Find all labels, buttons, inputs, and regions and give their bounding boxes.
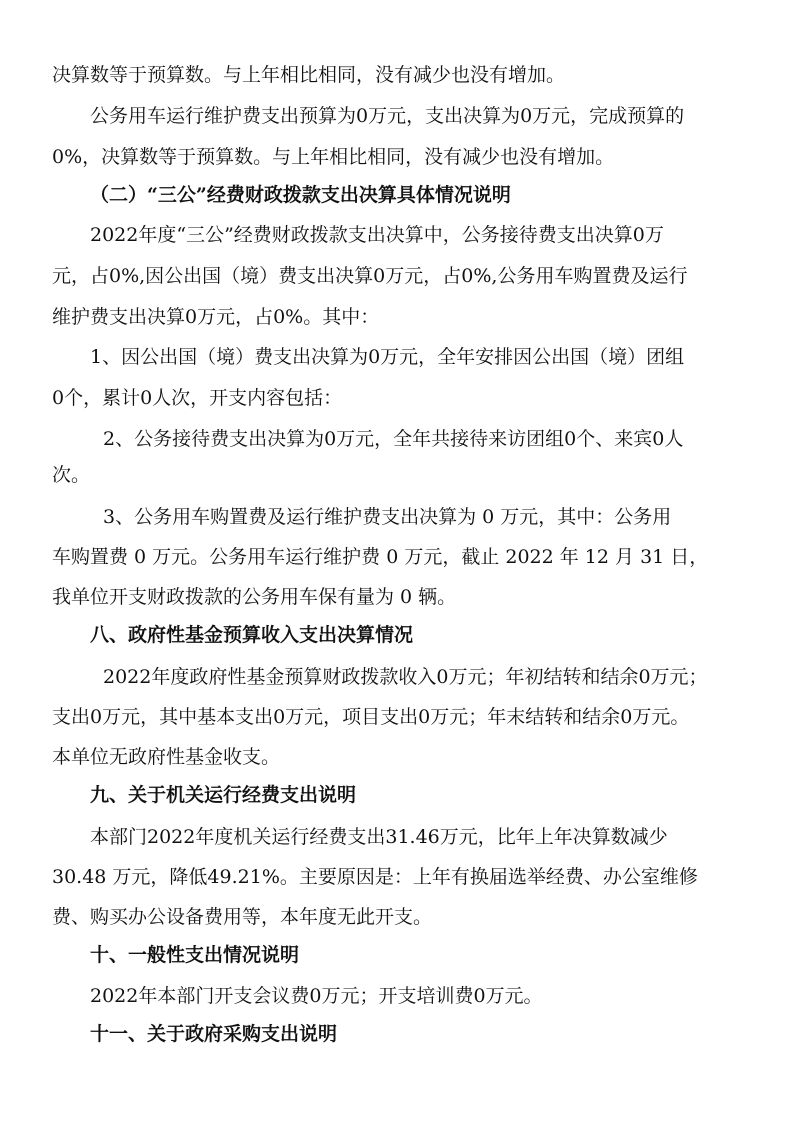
paragraph-line: 1、因公出国（境）费支出决算为0万元，全年安排因公出国（境）团组	[90, 346, 685, 368]
paragraph-line: 我单位开支财政拨款的公务用车保有量为 0 辆。	[52, 586, 457, 608]
paragraph-line: 30.48 万元，降低49.21%。主要原因是：上年有换届选举经费、办公室维修	[52, 866, 698, 888]
paragraph-line: 决算数等于预算数。与上年相比相同，没有减少也没有增加。	[52, 64, 566, 86]
paragraph-line: 0个，累计0人次，开支内容包括：	[52, 387, 343, 409]
section-heading: 八、政府性基金预算收入支出决算情况	[90, 624, 414, 646]
paragraph-line: 本部门2022年度机关运行经费支出31.46万元，比年上年决算数减少	[90, 826, 668, 848]
paragraph-line: 0%，决算数等于预算数。与上年相比相同，没有减少也没有增加。	[52, 146, 615, 168]
paragraph-line: 3、公务用车购置费及运行维护费支出决算为 0 万元，其中：公务用	[103, 506, 672, 528]
paragraph-line: 本单位无政府性基金收支。	[52, 746, 281, 768]
paragraph-line: 维护费支出决算0万元，占0%。其中：	[52, 306, 380, 328]
paragraph-line: 车购置费 0 万元。公务用车运行维护费 0 万元，截止 2022 年 12 月 31 日，	[52, 546, 709, 568]
section-heading: （二）“三公”经费财政拨款支出决算具体情况说明	[90, 184, 511, 206]
paragraph-line: 次。	[52, 464, 91, 486]
paragraph-line: 2、公务接待费支出决算为0万元，全年共接待来访团组0个、来宾0人	[103, 428, 684, 450]
section-heading: 十、一般性支出情况说明	[90, 944, 300, 966]
paragraph-line: 2022年本部门开支会议费0万元；开支培训费0万元。	[90, 985, 543, 1007]
section-heading: 十一、关于政府采购支出说明	[90, 1023, 338, 1045]
paragraph-line: 费、购买办公设备费用等，本年度无此开支。	[52, 906, 433, 928]
paragraph-line: 公务用车运行维护费支出预算为0万元，支出决算为0万元，完成预算的	[90, 105, 685, 127]
section-heading: 九、关于机关运行经费支出说明	[90, 784, 357, 806]
paragraph-line: 元，占0%,因公出国（境）费支出决算0万元，占0%,公务用车购置费及运行	[52, 265, 688, 287]
paragraph-line: 2022年度政府性基金预算财政拨款收入0万元；年初结转和结余0万元；	[103, 666, 708, 688]
paragraph-line: 支出0万元，其中基本支出0万元，项目支出0万元；年末结转和结余0万元。	[52, 706, 690, 728]
paragraph-line: 2022年度“三公”经费财政拨款支出决算中，公务接待费支出决算0万	[90, 224, 664, 246]
